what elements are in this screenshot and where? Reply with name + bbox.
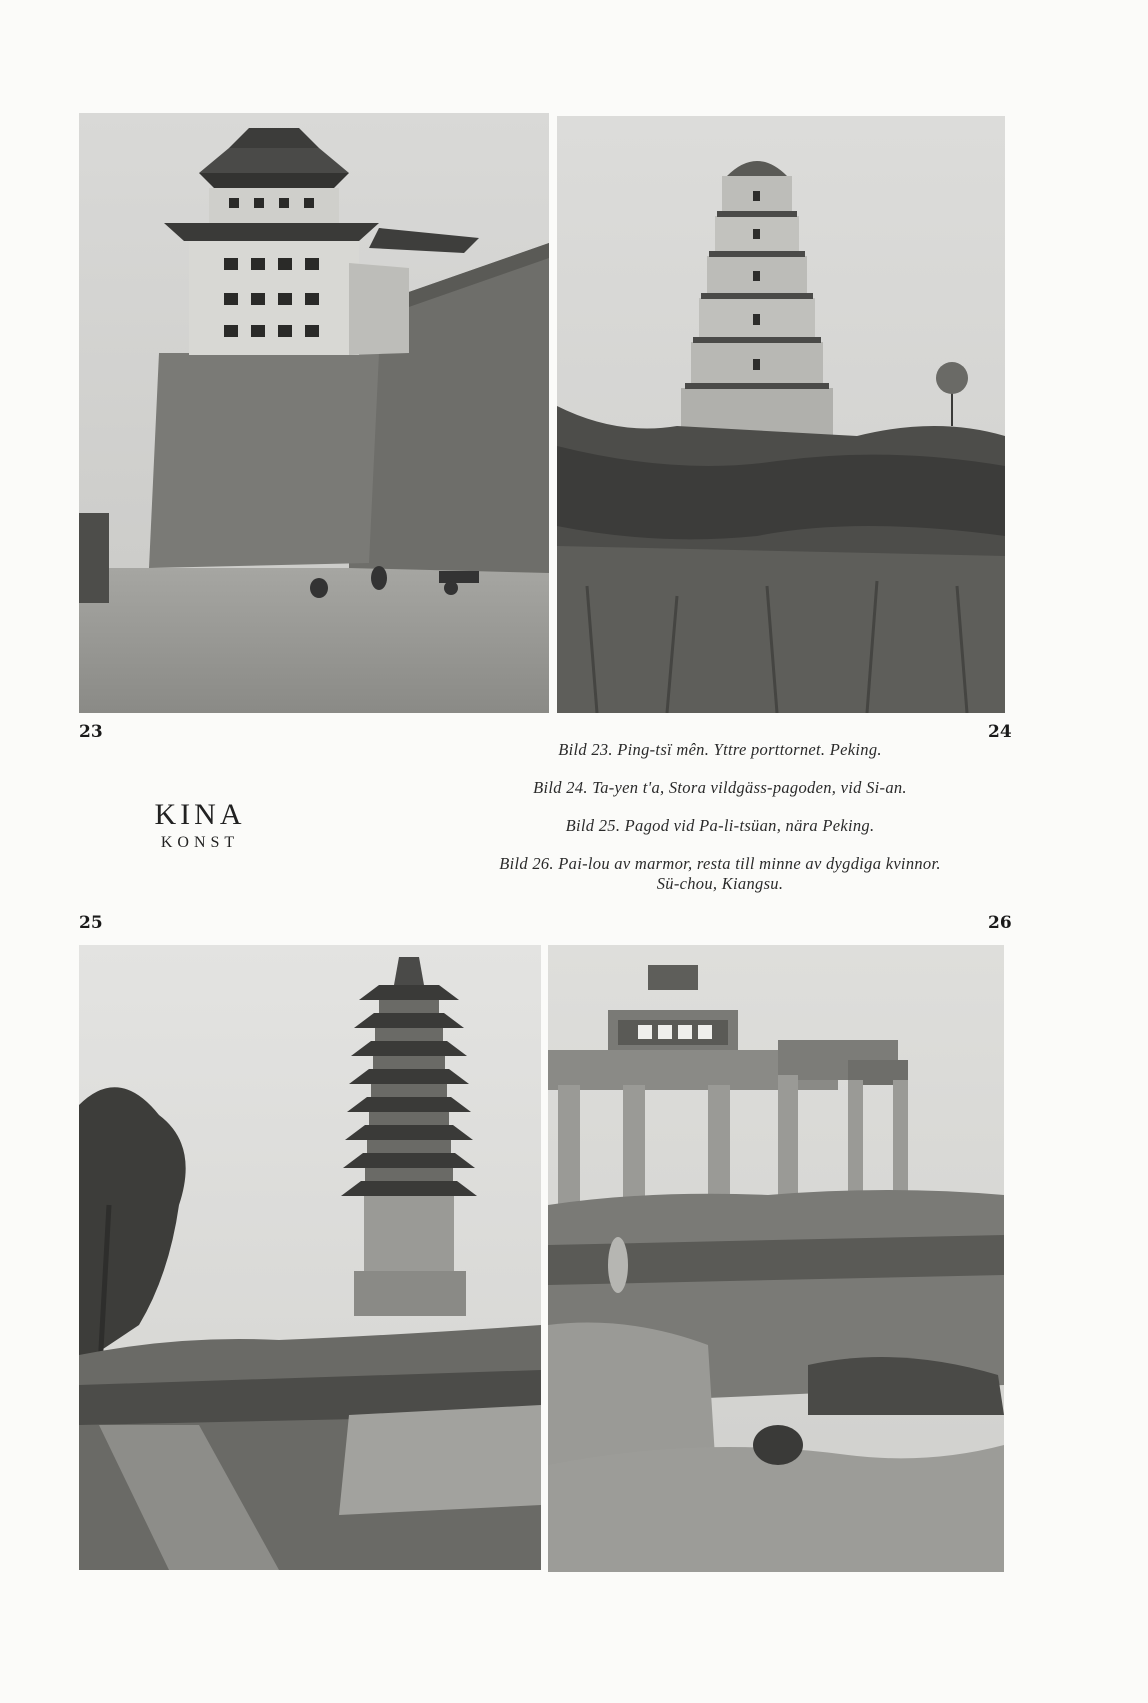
photo-24-wild-goose-pagoda [557,116,1005,713]
photo-23-gate-tower [79,113,549,713]
figure-number-24: 24 [988,722,1012,742]
section-title-sub: KONST [160,834,240,851]
photo-26-pai-lou [548,945,1004,1572]
captions-block [430,740,1010,894]
photo-25-pagoda [79,945,541,1570]
caption-24: Bild 24. Ta-yen t'a, Stora vildgäss-pagoden, vid Si-an. [533,778,907,797]
figure-number-25: 25 [79,913,103,933]
figure-number-23: 23 [79,722,103,742]
caption-25: Bild 25. Pagod vid Pa-li-tsüan, nära Peking. [565,816,875,835]
section-title [120,798,280,854]
figure-number-26: 26 [988,913,1012,933]
section-title-main: KINA [154,798,246,831]
caption-26: Bild 26. Pai-lou av marmor, resta till minne av dygdiga kvinnor. [499,854,941,873]
caption-23: Bild 23. Ping-tsï mên. Yttre porttornet. Peking. [558,740,882,759]
caption-26-location: Sü-chou, Kiangsu. [656,874,784,893]
